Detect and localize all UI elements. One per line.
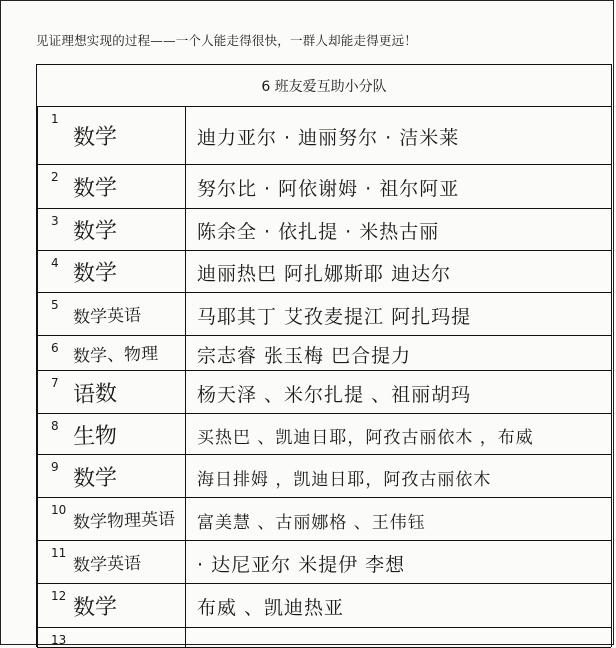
table-row xyxy=(37,498,611,541)
row-members: · 达尼亚尔 米提伊 李想 xyxy=(197,553,406,576)
row-subject: 数学 xyxy=(72,594,118,621)
row-number: 2 xyxy=(51,170,59,184)
row-number: 3 xyxy=(51,214,59,228)
row-subject: 数学物理英语 xyxy=(72,508,176,533)
row-members: 马耶其丁 艾孜麦提江 阿扎玛提 xyxy=(197,305,472,328)
row-number: 8 xyxy=(51,419,59,433)
table-row xyxy=(37,628,611,648)
table-row xyxy=(37,209,611,251)
table-row xyxy=(37,414,611,455)
row-number: 6 xyxy=(51,341,59,355)
row-number: 12 xyxy=(51,589,67,603)
table-row xyxy=(37,107,611,165)
row-subject xyxy=(73,630,185,643)
table-row xyxy=(37,455,611,498)
row-members: 陈余全 · 依扎提 · 米热古丽 xyxy=(197,221,440,243)
row-subject: 数学 xyxy=(72,124,118,151)
row-members xyxy=(197,634,597,643)
table-row xyxy=(37,336,611,371)
row-members: 布威 、凯迪热亚 xyxy=(197,597,345,619)
helper-group-table xyxy=(36,64,612,647)
row-members: 杨天泽 、米尔扎提 、祖丽胡玛 xyxy=(197,383,472,406)
row-subject: 生物 xyxy=(72,422,118,450)
row-number: 1 xyxy=(51,112,59,126)
row-subject: 数学 xyxy=(72,218,118,245)
row-members: 迪丽热巴 阿扎娜斯耶 迪达尔 xyxy=(197,263,452,285)
row-members: 海日排姆 ，凯迪日耶，阿孜古丽依木 xyxy=(197,469,492,490)
row-number: 5 xyxy=(51,298,59,312)
table-row xyxy=(37,251,611,293)
table-row xyxy=(37,541,611,584)
row-number: 10 xyxy=(51,503,67,517)
row-members: 迪力亚尔 · 迪丽努尔 · 洁米莱 xyxy=(197,127,460,149)
table-row xyxy=(37,293,611,336)
row-members: 努尔比 · 阿依谢姆 · 祖尔阿亚 xyxy=(197,178,460,200)
table-row xyxy=(37,165,611,209)
row-subject: 数学 xyxy=(72,464,118,492)
row-subject: 数学 xyxy=(72,175,118,202)
table-title: 6 班友爱互助小分队 xyxy=(37,65,611,107)
row-subject: 数学英语 xyxy=(72,553,142,576)
row-members: 富美慧 、古丽娜格 、王伟钰 xyxy=(197,512,426,533)
row-number: 4 xyxy=(51,256,59,270)
table-row xyxy=(37,584,611,628)
row-subject: 数学 xyxy=(72,260,118,287)
row-members: 买热巴 、凯迪日耶，阿孜古丽依木 ，布威 xyxy=(197,427,534,448)
row-subject: 语数 xyxy=(72,380,118,408)
row-subject: 数学英语 xyxy=(72,305,142,328)
motto-header: 见证理想实现的过程——一个人能走得很快，一群人却能走得更远！ xyxy=(36,33,418,48)
row-number: 9 xyxy=(51,460,59,474)
row-number: 11 xyxy=(51,546,67,560)
table-row xyxy=(37,371,611,414)
row-number: 7 xyxy=(51,376,59,390)
row-members: 宗志睿 张玉梅 巴合提力 xyxy=(197,344,412,367)
row-subject: 数学、物理 xyxy=(72,343,159,367)
row-number: 13 xyxy=(51,633,67,647)
